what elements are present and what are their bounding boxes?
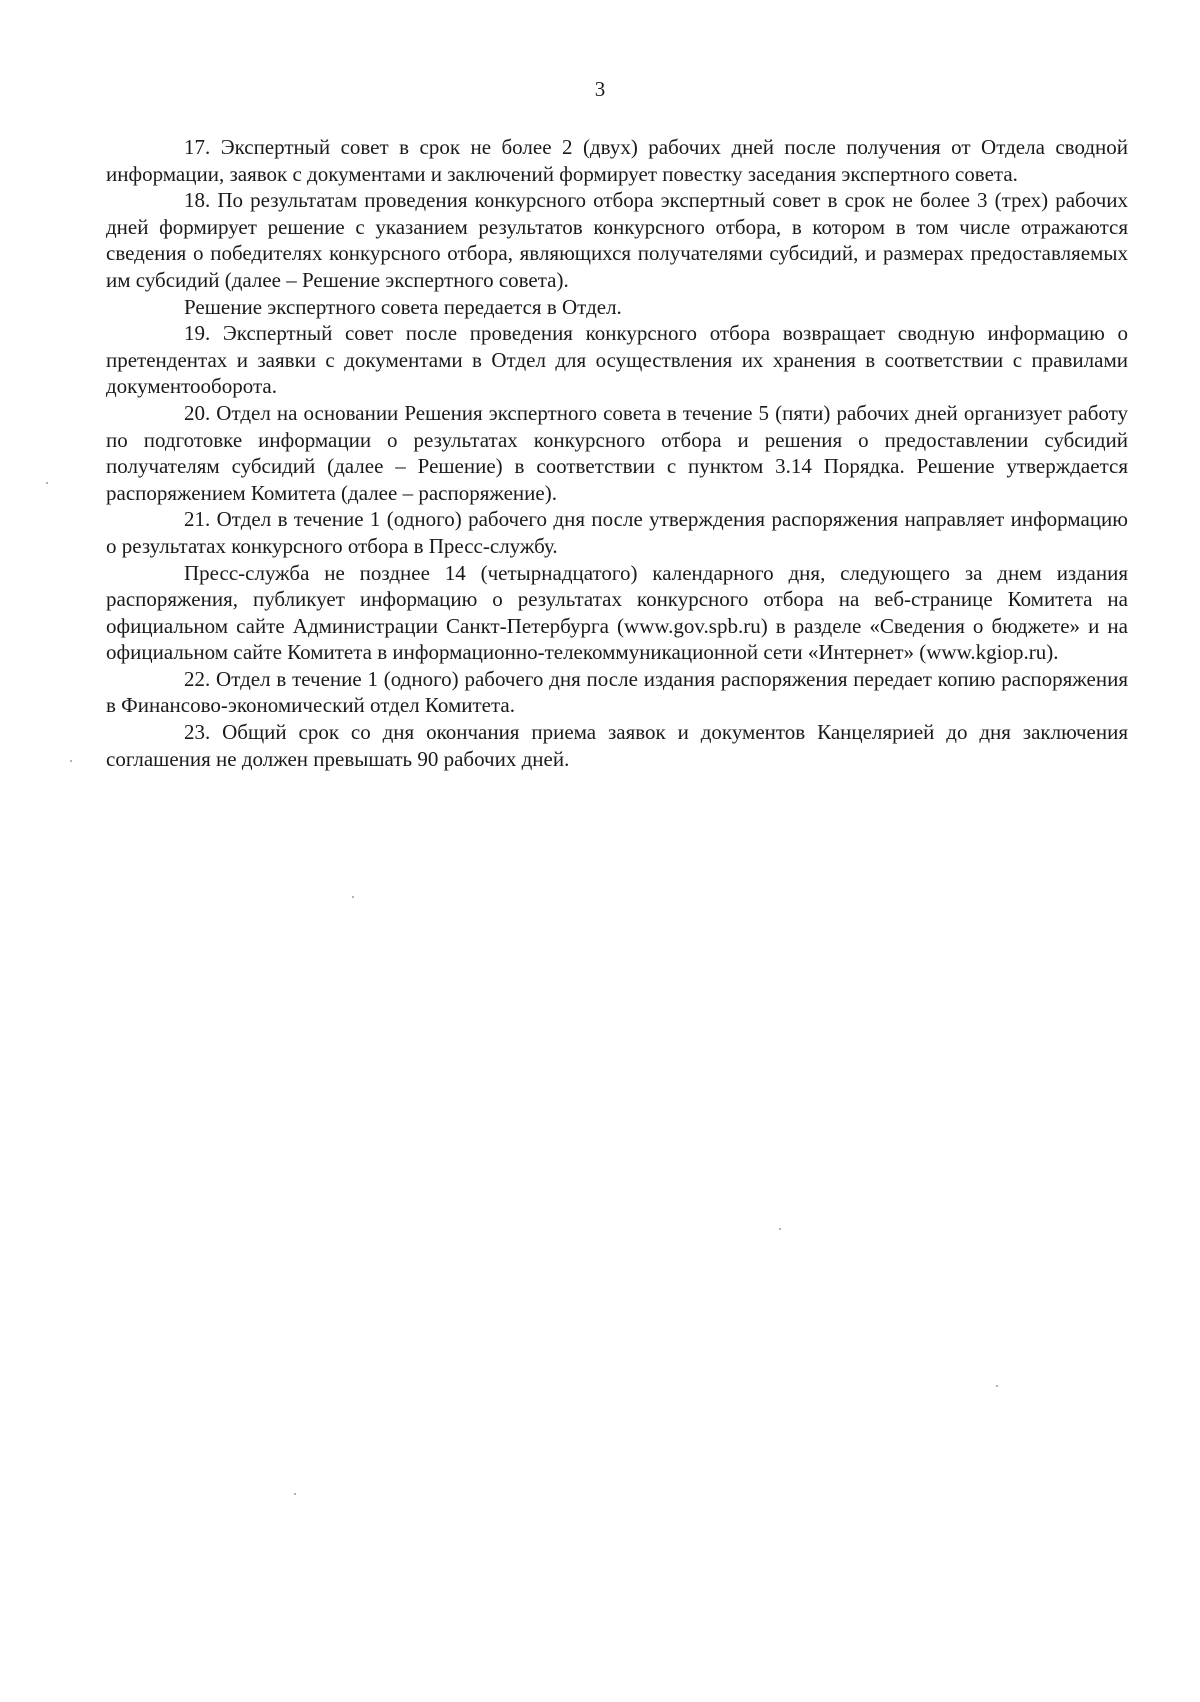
scan-speck (294, 1493, 296, 1495)
paragraph-21-press: Пресс-служба не позднее 14 (четырнадцатого) календарного дня, следующего за днем издания распоряжения, публикует информацию о результатах конкурсного отбора на веб-странице Комитета на официальном сайте Администрации Санкт-Петербурга (www.gov.spb.ru) в разделе «Сведения о бюджете» и на официальном сайте Комитета в информационно-телекоммуникационной сети «Интернет» (www.kgiop.ru). (106, 560, 1128, 665)
paragraph-18-note: Решение экспертного совета передается в Отдел. (184, 294, 622, 319)
scan-speck (70, 760, 72, 762)
paragraph-19: 19. Экспертный совет после проведения конкурсного отбора возвращает сводную информацию о претендентах и заявки с документами в Отдел для осуществления их хранения в соответствии с правилами документооборота. (106, 321, 1128, 399)
scan-speck (996, 1385, 998, 1387)
paragraph-23: 23. Общий срок со дня окончания приема заявок и документов Канцелярией до дня заключения соглашения не должен превышать 90 рабочих дней. (106, 720, 1128, 771)
document-body (106, 134, 1128, 772)
scan-speck (46, 482, 48, 484)
paragraph-20: 20. Отдел на основании Решения экспертного совета в течение 5 (пяти) рабочих дней организует работу по подготовке информации о результатах конкурсного отбора и решения о предоставлении субсидий получателям субсидий (далее – Решение) в соответствии с пунктом 3.14 Порядка. Решение утверждается распоряжением Комитета (далее – распоряжение). (106, 400, 1128, 505)
scan-speck (352, 896, 354, 898)
paragraph-22: 22. Отдел в течение 1 (одного) рабочего дня после издания распоряжения передает копию распоряжения в Финансово-экономический отдел Комитета. (106, 666, 1128, 718)
scan-speck (779, 1228, 781, 1230)
paragraph-17: 17. Экспертный совет в срок не более 2 (двух) рабочих дней после получения от Отдела сводной информации, заявок с документами и заключений формирует повестку заседания экспертного совета. (106, 135, 1128, 186)
page-number: 3 (594, 77, 606, 101)
paragraph-18: 18. По результатам проведения конкурсного отбора экспертный совет в срок не более 3 (трех) рабочих дней формирует решение с указанием результатов конкурсного отбора, в котором в том числе отражаются сведения о победителях конкурсного отбора, являющихся получателями субсидий, и размерах предоставляемых им субсидий (далее – Решение экспертного совета). (106, 188, 1128, 292)
paragraph-21: 21. Отдел в течение 1 (одного) рабочего дня после утверждения распоряжения направляет информацию о результатах конкурсного отбора в Пресс-службу. (106, 507, 1128, 558)
